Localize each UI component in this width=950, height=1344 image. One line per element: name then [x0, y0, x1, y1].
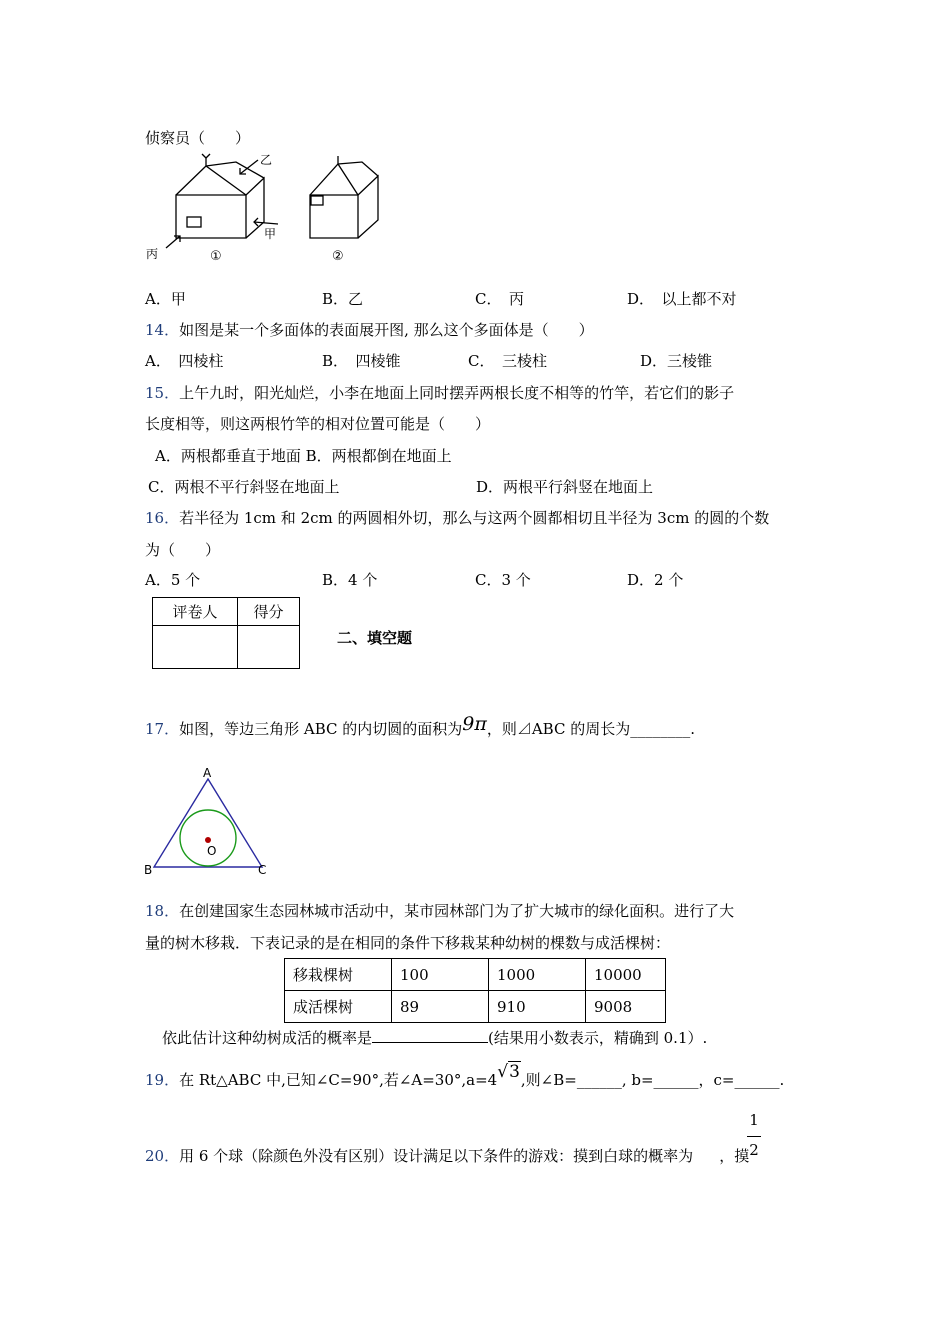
q15-option-c: C．两根不平行斜竖在地面上 — [148, 478, 340, 496]
q13-option-b: B．乙 — [322, 290, 364, 308]
q14-number: 14． — [145, 321, 180, 339]
label-jia: 甲 — [264, 227, 277, 241]
q19-text-after: ,则∠B=______, b=______，c=______. — [520, 1071, 785, 1089]
q20-fraction-denominator: 2 — [749, 1141, 759, 1159]
q13-option-a: A．甲 — [145, 290, 186, 308]
q20-text-after: ，摸 — [719, 1147, 750, 1165]
q18-data-table — [284, 958, 666, 1023]
q16-question-line1 — [145, 507, 769, 528]
q19-radicand: 3 — [509, 1062, 520, 1082]
table-cell: 10000 — [586, 959, 666, 991]
q20-text-before: 用 6 个球（除颜色外没有区别）设计满足以下条件的游戏：摸到白球的概率为 — [179, 1147, 694, 1165]
q16-option-a: A．5 个 — [145, 571, 201, 589]
center-o-label: O — [207, 844, 217, 858]
table-cell: 1000 — [489, 959, 586, 991]
q20-fraction-numerator: 1 — [749, 1111, 759, 1129]
q17-text-after: ，则⊿ABC 的周长为________. — [486, 720, 695, 738]
q18-text-line1: 在创建国家生态园林城市活动中，某市园林部门为了扩大城市的绿化面积。进行了大 — [179, 902, 735, 920]
q14-option-c: C． 三棱柱 — [468, 352, 547, 370]
vertex-c-label: C — [258, 863, 267, 877]
q18-conclusion-after: (结果用小数表示，精确到 0.1）. — [488, 1029, 708, 1047]
score-table-grader-cell — [153, 626, 238, 669]
q15-text-line1: 上午九时，阳光灿烂，小李在地面上同时摆弄两根长度不相等的竹竿，若它们的影子 — [179, 384, 735, 402]
q13-option-d: D． 以上都不对 — [627, 290, 737, 308]
score-table-score-cell — [238, 626, 300, 669]
q13-stem: 侦察员（ ） — [145, 129, 251, 147]
q16-text-line1: 若半径为 1cm 和 2cm 的两圆相外切，那么与这两个圆都相切且半径为 3cm 的圆的个数 — [179, 509, 770, 527]
table-cell: 移栽棵树 — [285, 959, 392, 991]
q17-question — [145, 713, 695, 739]
label-bing: 丙 — [146, 247, 159, 261]
label-yi: 乙 — [260, 153, 273, 167]
q15-option-a-b: A．两根都垂直于地面 B．两根都倒在地面上 — [155, 447, 452, 465]
q16-number: 16． — [145, 509, 180, 527]
vertex-a-label: A — [203, 766, 212, 780]
vertex-b-label: B — [144, 863, 153, 877]
q13-option-c: C． 丙 — [475, 290, 524, 308]
table-cell: 9008 — [586, 991, 666, 1023]
fig-number-2: ② — [332, 249, 344, 264]
score-table-header-score: 得分 — [238, 598, 300, 626]
q19-number: 19． — [145, 1071, 180, 1089]
q14-option-a: A． 四棱柱 — [145, 352, 224, 370]
fig-number-1: ① — [210, 249, 222, 264]
q18-conclusion — [162, 1027, 707, 1048]
q18-text-line2: 量的树木移栽．下表记录的是在相同的条件下移栽某种幼树的棵数与成活棵树： — [145, 934, 671, 952]
q15-number: 15． — [145, 384, 180, 402]
q13-figure — [140, 150, 400, 265]
q17-figure — [140, 766, 280, 881]
score-table — [152, 597, 300, 669]
score-table-header-grader: 评卷人 — [153, 598, 238, 626]
fraction-bar — [747, 1136, 761, 1137]
q14-question — [145, 319, 594, 340]
table-cell: 89 — [392, 991, 489, 1023]
q17-text-before: 如图，等边三角形 ABC 的内切圆的面积为 — [179, 720, 463, 738]
q18-conclusion-before: 依此估计这种幼树成活的概率是 — [162, 1029, 373, 1047]
table-row — [285, 959, 666, 991]
q18-question-line1 — [145, 900, 734, 921]
q15-text-line2: 长度相等，则这两根竹竿的相对位置可能是（ ） — [145, 415, 491, 433]
q18-answer-blank[interactable] — [372, 1028, 488, 1043]
q19-question — [145, 1062, 785, 1090]
q20-question — [145, 1145, 749, 1166]
sqrt-symbol: √ — [497, 1062, 509, 1082]
q17-number: 17． — [145, 720, 180, 738]
q16-option-b: B．4 个 — [322, 571, 378, 589]
q17-math-9pi: 9π — [462, 713, 487, 735]
section-title: 二、填空题 — [337, 629, 413, 647]
q16-option-c: C．3 个 — [475, 571, 531, 589]
table-cell: 910 — [489, 991, 586, 1023]
q20-number: 20． — [145, 1147, 180, 1165]
q16-option-d: D．2 个 — [627, 571, 684, 589]
q16-text-line2: 为（ ） — [145, 541, 221, 559]
table-row — [285, 991, 666, 1023]
q14-option-d: D．三棱锥 — [640, 352, 713, 370]
table-cell: 成活棵树 — [285, 991, 392, 1023]
q15-option-d: D．两根平行斜竖在地面上 — [476, 478, 654, 496]
q14-option-b: B． 四棱锥 — [322, 352, 401, 370]
table-cell: 100 — [392, 959, 489, 991]
q18-number: 18． — [145, 902, 180, 920]
q19-text-before: 在 Rt△ABC 中,已知∠C=90°,若∠A=30°,a=4 — [179, 1071, 498, 1089]
q14-text: 如图是某一个多面体的表面展开图, 那么这个多面体是（ ） — [179, 321, 594, 339]
q15-question-line1 — [145, 382, 734, 403]
